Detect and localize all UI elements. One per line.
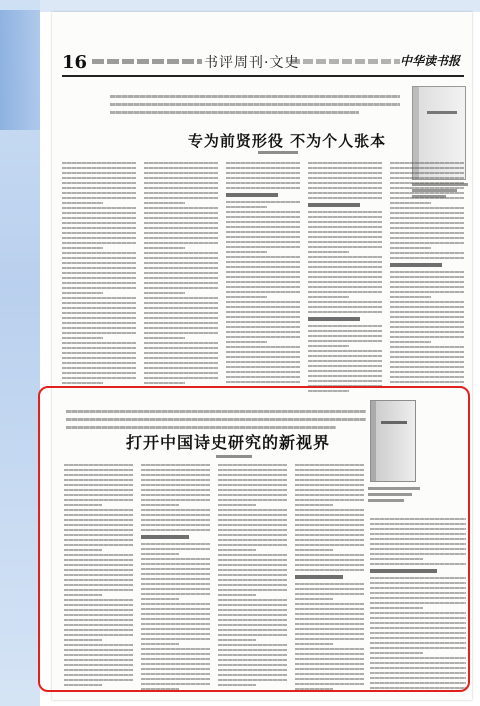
text-line [226, 381, 300, 383]
text-line [390, 247, 431, 249]
text-line [144, 197, 218, 199]
text-line [226, 216, 300, 218]
text-line [144, 357, 218, 359]
text-line [390, 361, 464, 363]
text-line [62, 342, 136, 344]
text-line [308, 216, 382, 218]
subheading-line [390, 263, 442, 267]
text-line [144, 262, 218, 264]
text-line [308, 325, 382, 327]
side-panel-highlight [0, 10, 40, 130]
section-title: 书评周刊·文史 [204, 55, 300, 71]
text-line [390, 316, 464, 318]
text-line [62, 172, 136, 174]
viewer-top-bar [0, 0, 480, 12]
text-line [62, 377, 136, 379]
text-line [308, 221, 382, 223]
text-line [62, 322, 136, 324]
text-line [62, 187, 136, 189]
text-line [62, 312, 136, 314]
text-line [144, 252, 218, 254]
newspaper-logo: 中华读书报 [399, 54, 460, 68]
intro-line [110, 111, 359, 114]
text-line [226, 172, 300, 174]
masthead-rule [62, 75, 464, 77]
text-line [226, 366, 300, 368]
subheading-line [226, 193, 278, 197]
text-line [226, 271, 300, 273]
text-line [390, 276, 464, 278]
text-line [144, 372, 218, 374]
text-line [390, 212, 464, 214]
text-line [308, 177, 382, 179]
text-line [226, 276, 300, 278]
text-line [144, 302, 218, 304]
text-line [62, 232, 136, 234]
text-line [390, 237, 464, 239]
text-line [226, 187, 300, 189]
text-line [144, 297, 218, 299]
text-line [226, 241, 300, 243]
text-line [226, 291, 300, 293]
text-line [144, 322, 218, 324]
text-line [226, 371, 300, 373]
text-line [226, 256, 300, 258]
text-line [144, 242, 218, 244]
text-line [308, 167, 382, 169]
text-line [308, 380, 382, 382]
text-line [308, 281, 382, 283]
text-line [144, 212, 218, 214]
text-line [390, 291, 464, 293]
text-line [62, 212, 136, 214]
text-line [308, 276, 382, 278]
text-line [308, 350, 382, 352]
text-line [144, 237, 218, 239]
text-line [390, 366, 464, 368]
text-line [390, 381, 464, 383]
text-column [226, 162, 300, 390]
intro-line [110, 95, 400, 98]
article1-intro [110, 90, 400, 119]
text-line [390, 326, 464, 328]
text-line [390, 207, 464, 209]
text-line [390, 376, 464, 378]
text-line [390, 182, 464, 184]
text-line [390, 346, 464, 348]
highlight-frame [38, 386, 470, 692]
text-line [144, 172, 218, 174]
text-line [308, 231, 382, 233]
text-line [308, 311, 382, 313]
text-line [308, 360, 382, 362]
text-line [62, 242, 136, 244]
text-line [144, 312, 218, 314]
text-line [62, 292, 103, 294]
text-line [226, 286, 300, 288]
text-line [144, 227, 218, 229]
text-line [144, 247, 185, 249]
text-line [144, 382, 185, 384]
text-line [144, 277, 218, 279]
text-line [144, 327, 218, 329]
text-line [62, 202, 103, 204]
text-line [308, 335, 382, 337]
text-line [308, 370, 382, 372]
viewer-side-panel [0, 0, 40, 706]
text-line [226, 311, 300, 313]
text-line [308, 301, 382, 303]
text-line [226, 316, 300, 318]
text-line [390, 351, 464, 353]
text-line [308, 172, 382, 174]
text-line [144, 282, 218, 284]
text-line [144, 192, 218, 194]
text-line [62, 382, 103, 384]
text-line [226, 301, 300, 303]
text-line [144, 162, 218, 164]
text-line [62, 362, 136, 364]
text-line [308, 355, 382, 357]
text-line [62, 302, 136, 304]
text-line [390, 187, 464, 189]
text-line [226, 251, 267, 253]
text-line [308, 286, 382, 288]
text-line [62, 297, 136, 299]
text-line [226, 261, 300, 263]
intro-line [110, 103, 400, 106]
text-line [144, 292, 185, 294]
text-line [226, 201, 300, 203]
text-line [144, 267, 218, 269]
text-line [144, 182, 218, 184]
text-line [62, 357, 136, 359]
text-line [144, 317, 218, 319]
text-line [226, 221, 300, 223]
article1-body [62, 162, 464, 390]
text-line [62, 192, 136, 194]
text-line [390, 257, 464, 259]
text-line [62, 267, 136, 269]
text-line [308, 182, 382, 184]
text-line [390, 371, 464, 373]
text-line [308, 271, 382, 273]
text-line [62, 367, 136, 369]
text-line [390, 222, 464, 224]
text-line [308, 261, 382, 263]
text-line [308, 251, 349, 253]
article2-headline: 打开中国诗史研究的新视界 [125, 433, 330, 452]
text-line [308, 211, 382, 213]
issue-dateline [92, 59, 202, 64]
text-line [144, 272, 218, 274]
text-line [308, 330, 382, 332]
text-line [308, 291, 382, 293]
text-line [226, 376, 300, 378]
text-line [144, 287, 218, 289]
text-line [308, 340, 382, 342]
editor-contact-line [290, 59, 400, 64]
text-line [226, 321, 300, 323]
text-line [226, 167, 300, 169]
text-line [144, 332, 218, 334]
text-line [390, 301, 464, 303]
text-line [226, 361, 300, 363]
text-line [226, 211, 300, 213]
text-line [62, 247, 103, 249]
text-line [62, 317, 136, 319]
text-line [308, 266, 382, 268]
text-line [308, 345, 349, 347]
text-line [226, 336, 300, 338]
text-line [390, 336, 464, 338]
text-line [144, 187, 218, 189]
text-line [226, 231, 300, 233]
text-line [390, 252, 464, 254]
text-line [62, 352, 136, 354]
article1-byline [258, 151, 298, 154]
text-line [62, 207, 136, 209]
book-cover-title [427, 111, 457, 114]
subheading-line [308, 317, 360, 321]
text-line [144, 177, 218, 179]
text-line [226, 246, 300, 248]
text-line [308, 236, 382, 238]
text-line [226, 266, 300, 268]
text-line [308, 192, 382, 194]
text-line [226, 326, 300, 328]
text-line [308, 241, 382, 243]
text-line [144, 207, 218, 209]
text-line [308, 375, 382, 377]
text-line [390, 177, 464, 179]
text-line [308, 197, 382, 199]
text-line [62, 257, 136, 259]
text-line [62, 272, 136, 274]
text-line [62, 227, 136, 229]
text-line [62, 197, 136, 199]
text-column [390, 162, 464, 390]
text-line [144, 257, 218, 259]
text-line [226, 296, 267, 298]
text-line [144, 352, 218, 354]
text-line [308, 306, 382, 308]
text-line [390, 197, 464, 199]
text-line [390, 311, 464, 313]
text-line [144, 307, 218, 309]
text-line [144, 347, 218, 349]
text-line [226, 182, 300, 184]
text-line [226, 351, 300, 353]
text-line [390, 217, 464, 219]
text-column [62, 162, 136, 390]
text-line [390, 341, 431, 343]
text-line [390, 202, 431, 204]
text-line [226, 226, 300, 228]
text-line [226, 331, 300, 333]
text-line [226, 356, 300, 358]
text-line [62, 337, 103, 339]
text-line [62, 167, 136, 169]
text-line [390, 172, 464, 174]
text-line [144, 167, 218, 169]
text-line [62, 332, 136, 334]
text-line [144, 342, 218, 344]
text-line [226, 306, 300, 308]
text-line [226, 177, 300, 179]
text-line [62, 217, 136, 219]
text-line [62, 307, 136, 309]
text-line [390, 331, 464, 333]
text-line [390, 356, 464, 358]
text-line [390, 192, 464, 194]
text-line [390, 321, 464, 323]
text-line [144, 337, 185, 339]
page-number: 16 [62, 52, 88, 73]
text-line [62, 222, 136, 224]
text-line [226, 206, 267, 208]
text-line [390, 296, 431, 298]
text-line [226, 236, 300, 238]
text-line [226, 281, 300, 283]
text-line [390, 232, 464, 234]
article1-headline: 专为前贤形役 不为个人张本 [187, 132, 387, 150]
text-line [390, 167, 464, 169]
text-line [308, 256, 382, 258]
text-line [62, 327, 136, 329]
text-line [390, 281, 464, 283]
text-column [308, 162, 382, 390]
text-line [144, 217, 218, 219]
text-line [308, 226, 382, 228]
text-line [144, 367, 218, 369]
text-line [144, 202, 185, 204]
text-line [308, 187, 382, 189]
text-line [62, 262, 136, 264]
page-masthead [62, 52, 464, 72]
text-line [390, 242, 464, 244]
text-line [390, 271, 464, 273]
text-line [62, 277, 136, 279]
text-line [62, 162, 136, 164]
text-line [226, 346, 300, 348]
text-line [390, 162, 464, 164]
text-line [62, 237, 136, 239]
text-line [144, 377, 218, 379]
text-line [62, 347, 136, 349]
text-line [62, 287, 136, 289]
text-line [62, 372, 136, 374]
text-line [144, 222, 218, 224]
subheading-line [308, 203, 360, 207]
text-line [308, 246, 382, 248]
text-line [308, 365, 382, 367]
text-line [226, 341, 267, 343]
text-line [62, 252, 136, 254]
text-line [390, 286, 464, 288]
text-line [144, 232, 218, 234]
text-line [144, 362, 218, 364]
text-line [62, 177, 136, 179]
text-line [390, 227, 464, 229]
text-line [390, 306, 464, 308]
text-line [62, 182, 136, 184]
text-line [308, 296, 349, 298]
text-line [62, 282, 136, 284]
text-line [226, 162, 300, 164]
text-column [144, 162, 218, 390]
text-line [308, 162, 382, 164]
